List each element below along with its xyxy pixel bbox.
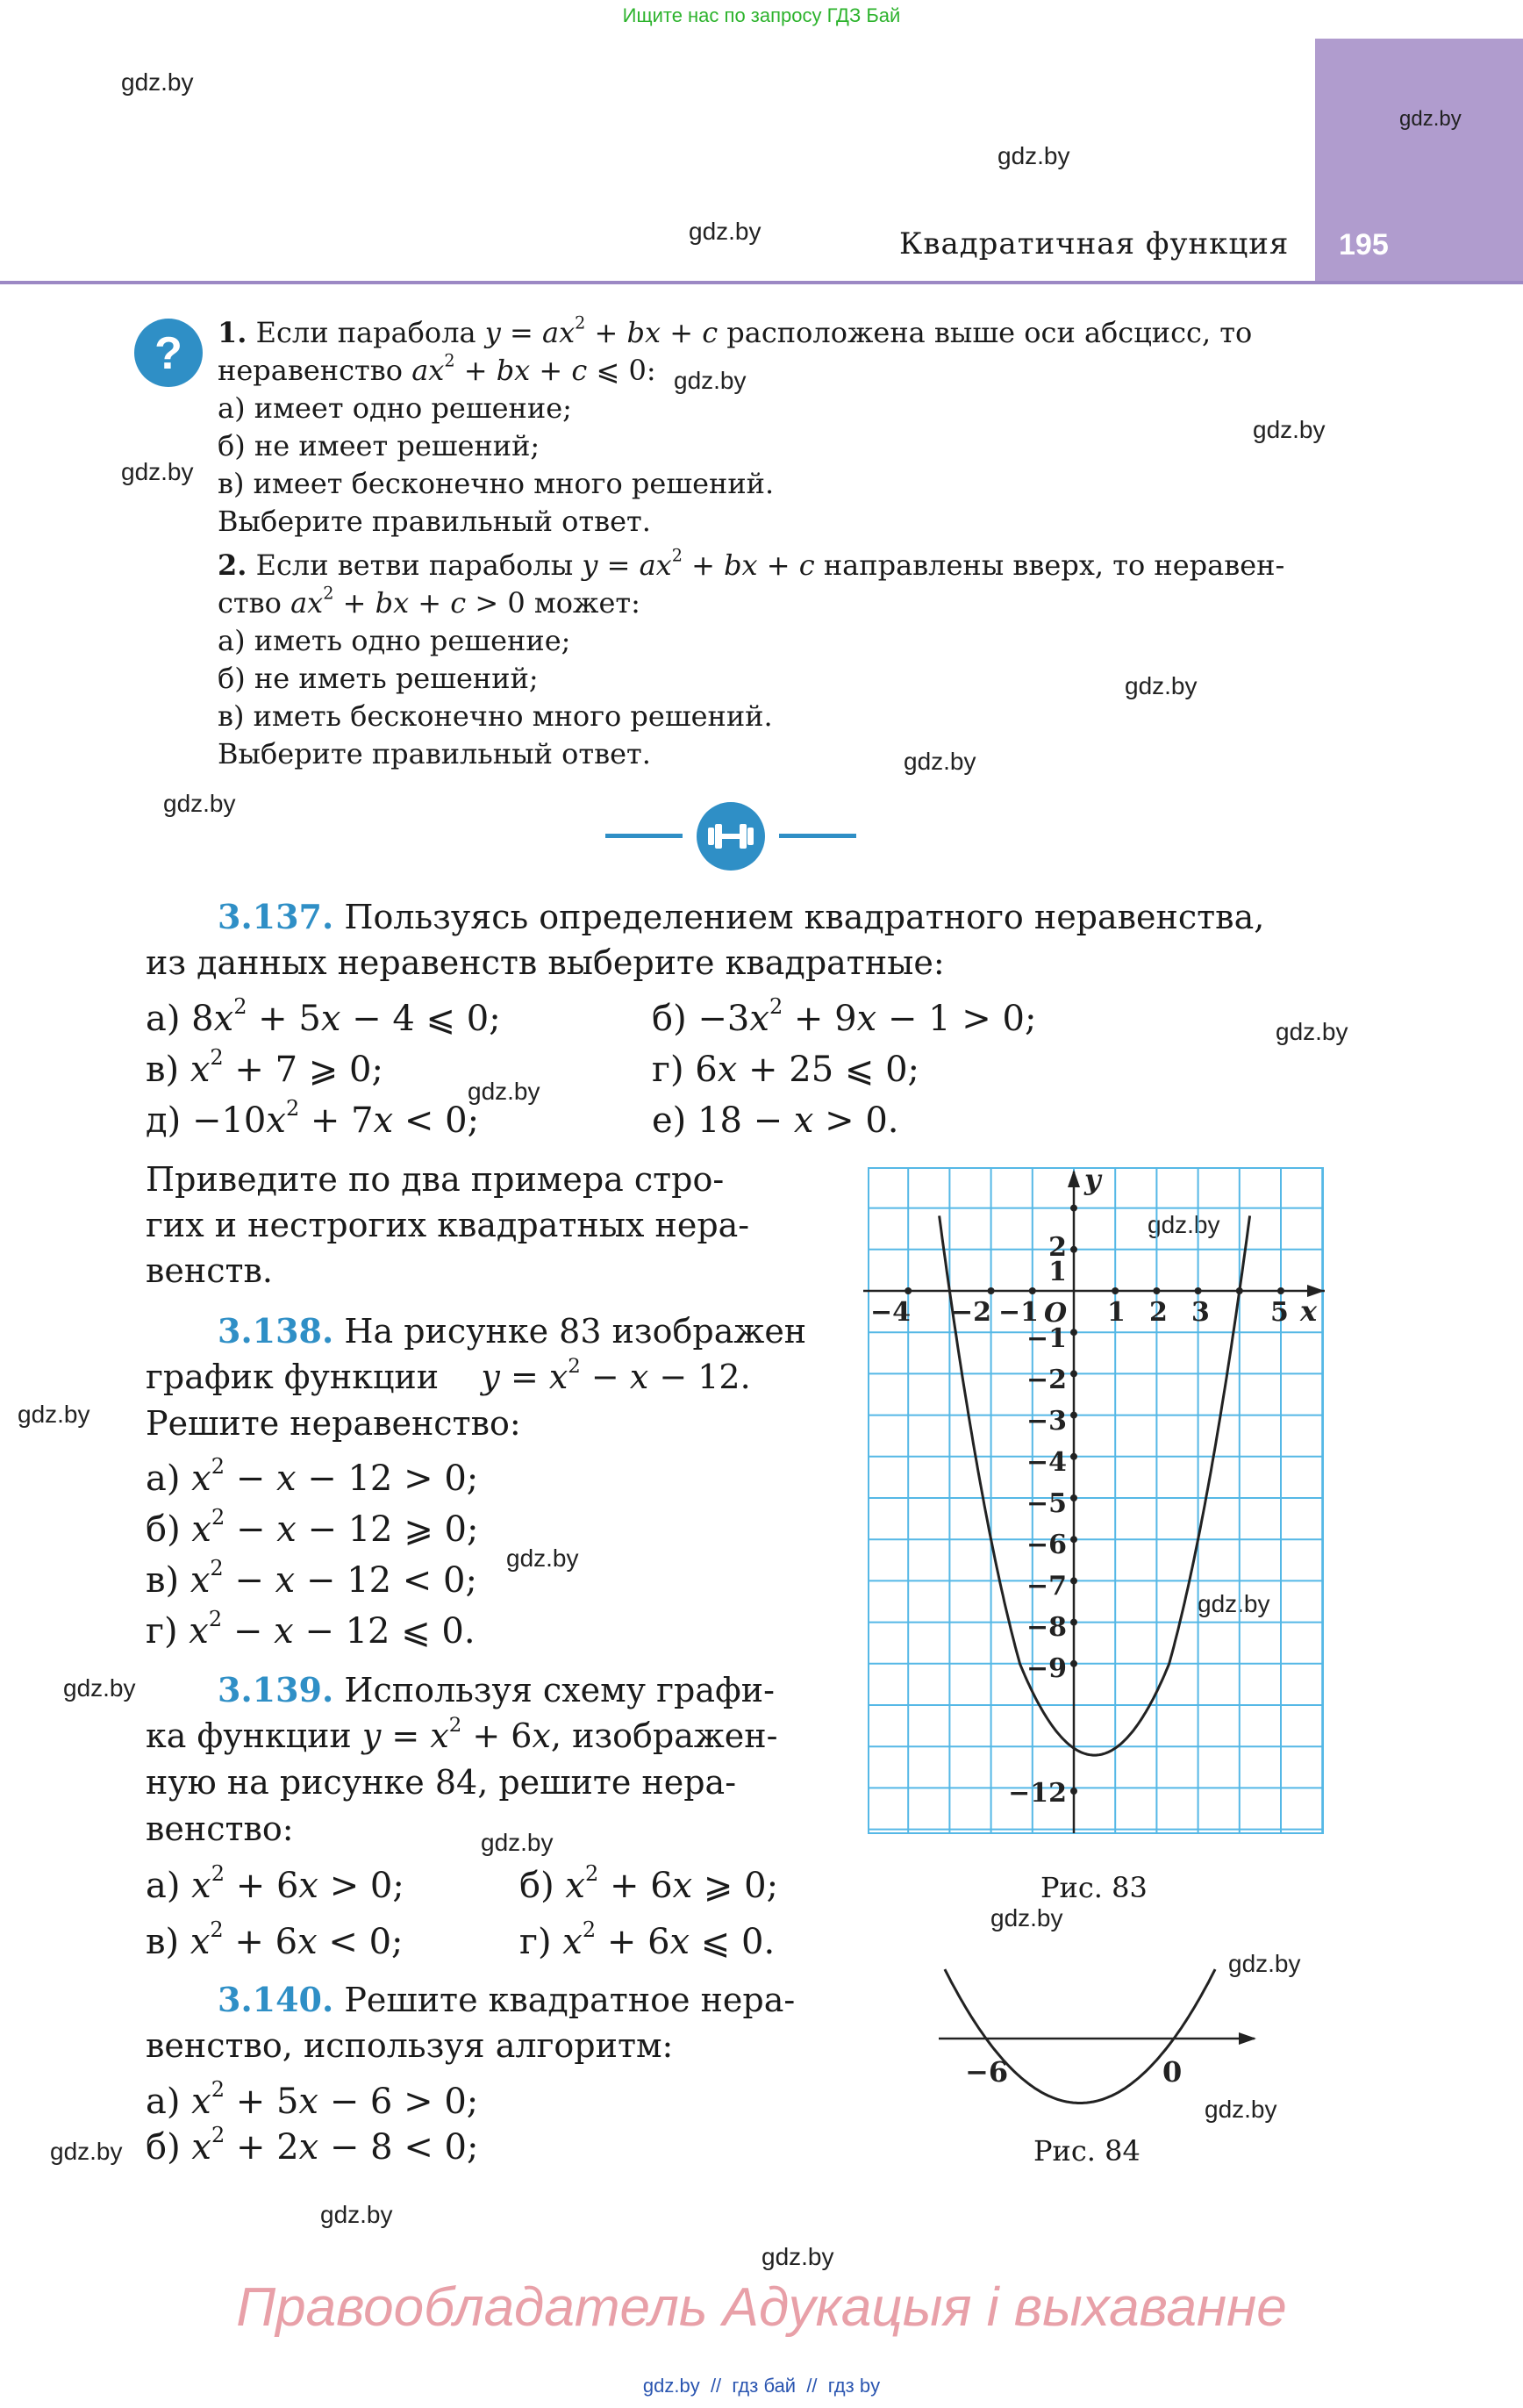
y-tick-dot	[1070, 1788, 1077, 1795]
footer-links[interactable]: gdz.by // гдз бай // гдз by	[642, 2375, 881, 2397]
ex139-line2: ка функции $y = x^2 + 6x$, изображен-	[146, 1713, 778, 1755]
y-tick-dot	[1070, 1577, 1077, 1584]
fig84-caption: Рис. 84	[1033, 2134, 1140, 2168]
watermark: gdz.by	[506, 1544, 579, 1572]
watermark: gdz.by	[1399, 107, 1462, 131]
x-tick-dot	[1112, 1287, 1119, 1294]
y-tick-dot	[1070, 1329, 1077, 1336]
watermark: gdz.by	[163, 790, 236, 817]
watermark: gdz.by	[990, 1904, 1063, 1931]
ex137-a: а) $8x^2 + 5x - 4$ ⩽ 0;	[146, 993, 501, 1039]
ex140-line2: венство, используя алгоритм:	[146, 2026, 674, 2065]
divider-left	[605, 834, 683, 838]
header-rule	[0, 281, 1523, 284]
ex139-line3: ную на рисунке 84, решите нера-	[146, 1763, 737, 1802]
ex137-title: 3.137. Пользуясь определением квадратного неравенства,	[218, 897, 1265, 936]
watermark: gdz.by	[997, 142, 1070, 169]
x-tick-dot	[1153, 1287, 1160, 1294]
watermark: gdz.by	[674, 367, 747, 394]
x-tick-dot	[1277, 1287, 1284, 1294]
watermark: gdz.by	[1205, 2096, 1277, 2123]
y-tick-dot	[1070, 1453, 1077, 1460]
figure-83	[860, 1163, 1334, 1856]
y-tick-label: 1	[1048, 1257, 1067, 1287]
ex137-d: $д) -10x^2 + 7x < 0$;	[146, 1095, 480, 1141]
ex139-title: 3.139. Используя схему графи-	[218, 1670, 775, 1709]
ex138-b: б) $x^2 - x - 12$ ⩾ 0;	[146, 1504, 479, 1550]
q1-option-b: б) не имеет решений;	[218, 429, 540, 462]
ex138-g: г) $x^2 - x - 12$ ⩽ 0.	[146, 1606, 475, 1652]
y-tick-dot	[1070, 1660, 1077, 1667]
watermark: gdz.by	[121, 68, 194, 96]
divider-right	[779, 834, 856, 838]
x-axis-label: x	[1300, 1294, 1318, 1328]
svg-text:?: ?	[154, 328, 182, 379]
page-number: 195	[1339, 228, 1389, 262]
y-tick-label: −5	[1026, 1488, 1067, 1519]
y-tick-label: −4	[1026, 1447, 1067, 1478]
q2-option-a: а) иметь одно решение;	[218, 624, 571, 657]
x-tick-dot	[905, 1287, 912, 1294]
ex137-e: е) 18 − x > 0.	[652, 1100, 899, 1141]
y-tick-label: −9	[1026, 1653, 1067, 1684]
x-tick-label: 3	[1191, 1297, 1210, 1328]
watermark: gdz.by	[481, 1829, 554, 1856]
tick-dots	[905, 1205, 1284, 1795]
ex138-a: а) $x^2 - x - 12 > 0$;	[146, 1453, 479, 1499]
q2-instruction: Выберите правильный ответ.	[218, 737, 651, 770]
x-axis-arrow	[1239, 2032, 1256, 2045]
ex139-b: б) $x^2 + 6x$ ⩾ 0;	[519, 1860, 779, 1906]
y-tick-label: −6	[1026, 1530, 1067, 1560]
y-tick-dot	[1070, 1412, 1077, 1419]
q2-line2: ство $ax^2$ + bx + c > 0 может:	[218, 583, 640, 620]
watermark: gdz.by	[1228, 1950, 1301, 1977]
fig83-caption: Рис. 83	[1040, 1871, 1148, 1904]
y-tick-dot	[1070, 1536, 1077, 1543]
y-axis-arrow	[1068, 1170, 1080, 1187]
x-tick-dot	[1029, 1287, 1036, 1294]
watermark: gdz.by	[63, 1674, 136, 1702]
y-tick-label: −7	[1026, 1571, 1067, 1602]
q1-line1: 1. Если парабола $y = ax^2$ + bx + c расположена выше оси абсцисс, то	[218, 312, 1253, 349]
ex139-v: в) $x^2 + 6x < 0$;	[146, 1917, 404, 1962]
y-tick-label: −2	[1026, 1365, 1067, 1395]
page-title: Квадратичная функция	[899, 226, 1290, 262]
q1-line2: неравенство $ax^2$ + bx + c ⩽ 0:	[218, 350, 656, 387]
ex138-line2: график функции $y = x^2 - x - 12$.	[146, 1354, 751, 1396]
ex140-b: б) $x^2 + 2x - 8 < 0$;	[146, 2122, 479, 2168]
ex137-tail1: Приведите по два примера стро-	[146, 1160, 725, 1199]
x-tick-label: 2	[1149, 1297, 1168, 1328]
ex138-title: 3.138. На рисунке 83 изображен	[218, 1311, 807, 1351]
ex137-g: г) 6x + 25 ⩽ 0;	[652, 1050, 920, 1090]
y-tick-dot	[1070, 1494, 1077, 1501]
root-label: −6	[965, 2055, 1009, 2089]
x-tick-label: −2	[951, 1297, 992, 1328]
root-label: 0	[1162, 2055, 1183, 2089]
y-tick-label: −12	[1008, 1778, 1067, 1809]
y-tick-label: −3	[1026, 1406, 1067, 1437]
watermark: gdz.by	[1276, 1018, 1348, 1045]
watermark: gdz.by	[18, 1401, 90, 1428]
x-tick-dot	[1236, 1287, 1243, 1294]
y-tick-label: −1	[1026, 1323, 1067, 1354]
q1-option-a: а) имеет одно решение;	[218, 391, 572, 425]
origin-label: O	[1044, 1298, 1068, 1329]
copyright: Правообладатель Адукацыя і выхаванне	[236, 2277, 1287, 2338]
ex140-title: 3.140. Решите квадратное нера-	[218, 1980, 796, 2019]
x-tick-label: 5	[1270, 1297, 1289, 1328]
grid	[869, 1168, 1323, 1833]
y-tick-dot	[1070, 1370, 1077, 1377]
q2-line1: 2. Если ветви параболы $y = ax^2$ + bx + c направлены вверх, то неравен-	[218, 545, 1285, 582]
y-tick-dot	[1070, 1619, 1077, 1626]
ex138-v: в) $x^2 - x - 12 < 0$;	[146, 1555, 477, 1601]
y-tick-label: −8	[1026, 1612, 1067, 1643]
ex137-tail2: гих и нестрогих квадратных нера-	[146, 1206, 750, 1244]
ex137-v: в) $x^2 + 7$ ⩾ 0;	[146, 1044, 383, 1090]
watermark: gdz.by	[1198, 1590, 1270, 1617]
top-banner[interactable]: Ищите нас по запросу ГДЗ Бай	[622, 4, 901, 26]
x-tick-dot	[1195, 1287, 1202, 1294]
x-tick-label: −4	[870, 1297, 912, 1328]
ex138-line3: Решите неравенство:	[146, 1404, 521, 1443]
watermark: gdz.by	[320, 2201, 393, 2228]
x-tick-dot	[988, 1287, 995, 1294]
ex139-a: а) $x^2 + 6x > 0$;	[146, 1860, 404, 1906]
ex137-b: $б) -3x^2 + 9x - 1 > 0$;	[652, 993, 1037, 1039]
q1-option-c: в) имеет бесконечно много решений.	[218, 467, 775, 500]
question-icon	[133, 318, 204, 388]
ex139-line4: венство:	[146, 1810, 294, 1848]
y-tick-dot	[1070, 1246, 1077, 1253]
watermark: gdz.by	[468, 1078, 540, 1105]
watermark: gdz.by	[1253, 416, 1326, 443]
ex140-a: а) $x^2 + 5x - 6 > 0$;	[146, 2076, 479, 2122]
watermark: gdz.by	[762, 2243, 834, 2270]
dumbbell-icon	[696, 801, 766, 871]
x-tick-label: −1	[998, 1297, 1040, 1328]
q2-option-b: б) не иметь решений;	[218, 662, 539, 695]
watermark: gdz.by	[904, 748, 976, 775]
x-tick-label: 1	[1107, 1297, 1126, 1328]
watermark: gdz.by	[1148, 1211, 1220, 1238]
ex137-tail3: венств.	[146, 1251, 273, 1290]
watermark: gdz.by	[689, 218, 762, 245]
y-tick-label: 2	[1048, 1232, 1067, 1263]
ex137-line2: из данных неравенств выберите квадратные:	[146, 943, 945, 982]
watermark: gdz.by	[50, 2138, 123, 2165]
y-axis-label: y	[1084, 1163, 1101, 1196]
y-tick-dot	[1070, 1205, 1077, 1212]
ex139-g: г) $x^2 + 6x$ ⩽ 0.	[519, 1917, 776, 1962]
q2-option-c: в) иметь бесконечно много решений.	[218, 699, 773, 733]
figure-84	[930, 1944, 1263, 2111]
watermark: gdz.by	[121, 458, 194, 485]
watermark: gdz.by	[1125, 672, 1198, 699]
q1-instruction: Выберите правильный ответ.	[218, 505, 651, 538]
grid-border	[869, 1168, 1323, 1833]
